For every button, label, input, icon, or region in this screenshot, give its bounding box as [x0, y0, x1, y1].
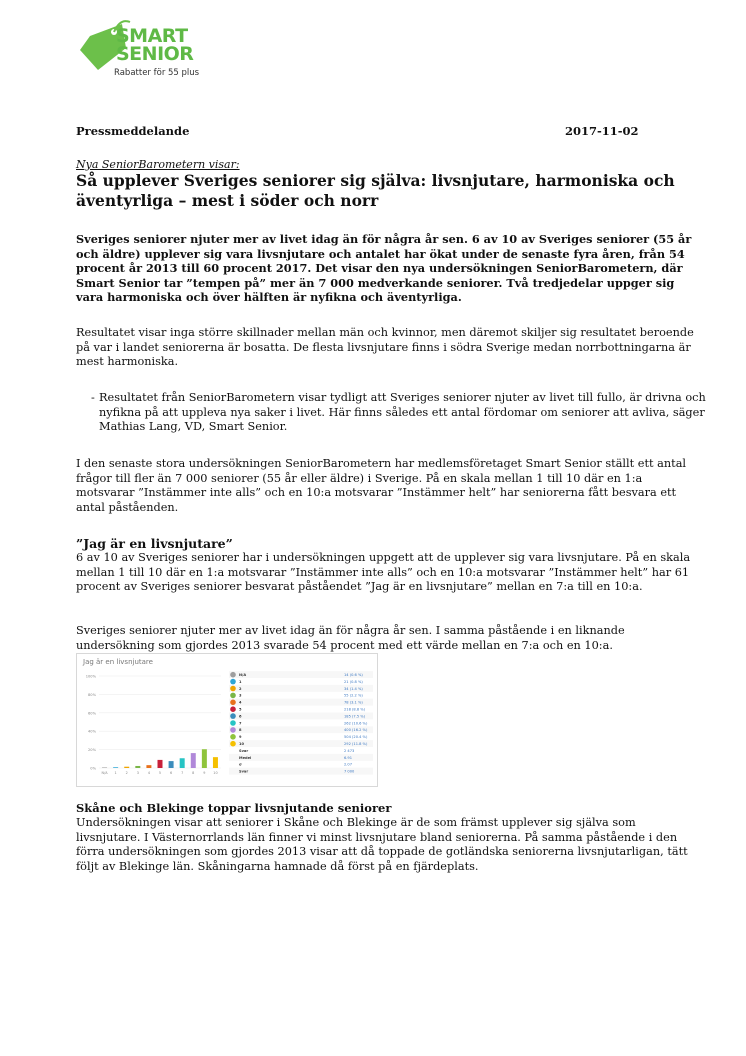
section1-paragraph-2: Sveriges seniorer njuter mer av livet idag än för några år sen. I samma påstående i en liknande undersökning som gjordes 2013 svarade 54 procent med ett värde mellan en 7:a och en 10:a. [76, 624, 625, 652]
legend-swatch [230, 727, 236, 733]
chart-bar [202, 749, 207, 768]
quote-text: Resultatet från SeniorBarometern visar tydligt att Sveriges seniorer njuter av livet till fullo, är drivna och nyfikna på att uppleva nya saker i livet. Här finns således ett antal fördomar om seniorer att avliva, säger Mathias Lang, VD, Smart Senior. [99, 391, 706, 433]
chart-y-tick-label: 20% [88, 748, 96, 753]
livsnjutare-chart [76, 653, 378, 787]
legend-value: 218 (8.8 %) [344, 707, 366, 712]
legend-label: 3 [239, 693, 242, 698]
chart-bar [213, 757, 218, 768]
chart-x-tick-label: 7 [181, 771, 184, 775]
chart-bar [146, 765, 151, 768]
chart-y-tick-label: 60% [88, 711, 96, 716]
release-date: 2017-11-02 [565, 124, 639, 138]
legend-value: 504 (20.4 %) [344, 735, 368, 740]
kicker: Nya SeniorBarometern visar: [76, 158, 240, 171]
legend-label: Medel [239, 755, 252, 760]
chart-y-tick-label: 80% [88, 692, 96, 697]
legend-value: 14 (0.6 %) [344, 673, 363, 677]
legend-label: Svar [239, 748, 249, 753]
legend-label: 4 [239, 700, 242, 705]
legend-swatch [230, 741, 236, 747]
legend-swatch [230, 700, 236, 706]
legend-label: σ [239, 762, 242, 767]
chart-x-tick-label: N/A [101, 771, 108, 775]
chart-x-tick-label: 10 [213, 771, 218, 775]
chart-bar [180, 758, 185, 768]
press-release-label: Pressmeddelande [76, 124, 190, 138]
legend-label: 1 [239, 679, 242, 684]
chart-bar [102, 767, 107, 768]
paragraph-1: Resultatet visar inga större skillnader mellan män och kvinnor, men däremot skiljer sig resultatet beroende på var i landet seniorerna är bosatta. De flesta livsnjutare finns i södra Sverige medan norrbottningarna är mest harmoniska. [76, 326, 694, 368]
legend-swatch [230, 706, 236, 712]
logo-wordmark: SMART SENIOR [116, 25, 194, 65]
chart-x-tick-label: 8 [192, 771, 195, 775]
chart-bar [169, 761, 174, 768]
chart-bar [191, 753, 196, 768]
legend-swatch [230, 693, 236, 699]
smart-senior-logo [76, 18, 216, 82]
chart-x-tick-label: 1 [114, 771, 117, 775]
chart-y-tick-label: 100% [85, 674, 96, 679]
legend-value: 400 (16.2 %) [344, 728, 368, 733]
page-title: Så upplever Sveriges seniorer sig själva: livsnjutare, harmoniska och äventyrliga – mest i söder och norr [76, 171, 675, 210]
legend-swatch [230, 734, 236, 740]
section-heading-skane: Skåne och Blekinge toppar livsnjutande seniorer [76, 801, 392, 815]
chart-bar [135, 766, 140, 768]
paragraph-2: I den senaste stora undersökningen SeniorBarometern har medlemsföretaget Smart Senior ställt ett antal frågor till fler än 7 000 seniorer (55 år eller äldre) i Sverige. På en skala mellan 1 till 10 där en 1:a motsvarar ”Instämmer inte alls” och en 10:a motsvarar ”Instämmer helt” har seniorerna fått besvara ett antal påståenden. [76, 457, 687, 514]
quote-dash: - [91, 391, 95, 404]
legend-label: 8 [239, 728, 242, 733]
legend-label: 5 [239, 707, 242, 712]
section2-paragraph-1: Undersökningen visar att seniorer i Skåne och Blekinge är de som främst upplever sig själva som livsnjutare. I Västernorrlands län finner vi minst livsnjutare bland seniorerna. På samma påstående i den förra undersökningen som gjordes 2013 visar att då toppade de gotländska seniorerna livsnjutarligan, tätt följt av Blekinge län. Skåningarna hamnade då först på en fjärdeplats. [76, 816, 688, 873]
legend-value: 292 (11.8 %) [344, 742, 368, 746]
legend-swatch [230, 720, 236, 726]
legend-value: 78 (3.1 %) [344, 700, 363, 705]
chart-y-tick-label: 0% [90, 766, 96, 771]
chart-x-tick-label: 5 [158, 771, 162, 775]
legend-label: 9 [239, 735, 242, 740]
legend-value: 2.07 [344, 762, 353, 767]
legend-label: Svar [239, 769, 249, 774]
chart-x-tick-label: 3 [136, 771, 139, 775]
chart-title: Jag är en livsnjutare [83, 658, 153, 666]
legend-swatch [230, 713, 236, 719]
logo-tagline: Rabatter för 55 plus [114, 68, 200, 78]
legend-value: 21 (0.8 %) [344, 679, 363, 684]
chart-bar [124, 767, 129, 768]
legend-label: 2 [239, 686, 242, 691]
legend-label: 7 [239, 721, 242, 726]
chart-bar [158, 760, 163, 768]
section-heading-livsnjutare: ”Jag är en livsnjutare” [76, 536, 233, 551]
chart-svg [77, 654, 377, 786]
chart-x-tick-label: 6 [170, 771, 173, 775]
legend-label: N/A [239, 673, 247, 677]
chart-bar [113, 767, 118, 768]
legend-swatch [230, 679, 236, 685]
section1-paragraph-1: 6 av 10 av Sveriges seniorer har i undersökningen uppgett att de upplever sig vara livsnjutare. På en skala mellan 1 till 10 där en 1:a motsvarar ”Instämmer inte alls” och en 10:a motsvarar ”Instämmer helt” har 61 procent av Sveriges seniorer besvarat påståendet ”Jag är en livsnjutare” mellan en 7:a till en 10:a. [76, 551, 691, 593]
legend-value: 34 (1.4 %) [344, 686, 363, 691]
legend-value: 6.91 [344, 755, 353, 760]
lead-paragraph: Sveriges seniorer njuter mer av livet idag än för några år sen. 6 av 10 av Sveriges seniorer (55 år och äldre) upplever sig vara livsnjutare och antalet har ökat under de senaste fyra åren, från 54 procent år 2013 till 60 procent 2017. Det visar den nya undersökningen SeniorBarometern, där Smart Senior tar ”tempen på” mer än 7 000 medverkande seniorer. Två tredjedelar uppger sig vara harmoniska och över hälften är nyfikna och äventyrliga. [76, 232, 692, 304]
legend-label: 10 [239, 742, 245, 746]
legend-swatch [230, 672, 236, 678]
chart-x-tick-label: 9 [203, 771, 206, 775]
chart-x-tick-label: 4 [147, 771, 150, 775]
legend-value: 262 (10.6 %) [344, 721, 368, 726]
legend-value: 185 (7.5 %) [344, 714, 366, 719]
legend-value: 2 473 [344, 748, 355, 753]
chart-y-tick-label: 40% [88, 729, 96, 734]
chart-x-tick-label: 2 [125, 771, 128, 775]
legend-value: 7 000 [344, 769, 355, 774]
legend-swatch [230, 686, 236, 692]
legend-value: 55 (2.2 %) [344, 693, 363, 698]
legend-label: 6 [239, 714, 242, 719]
